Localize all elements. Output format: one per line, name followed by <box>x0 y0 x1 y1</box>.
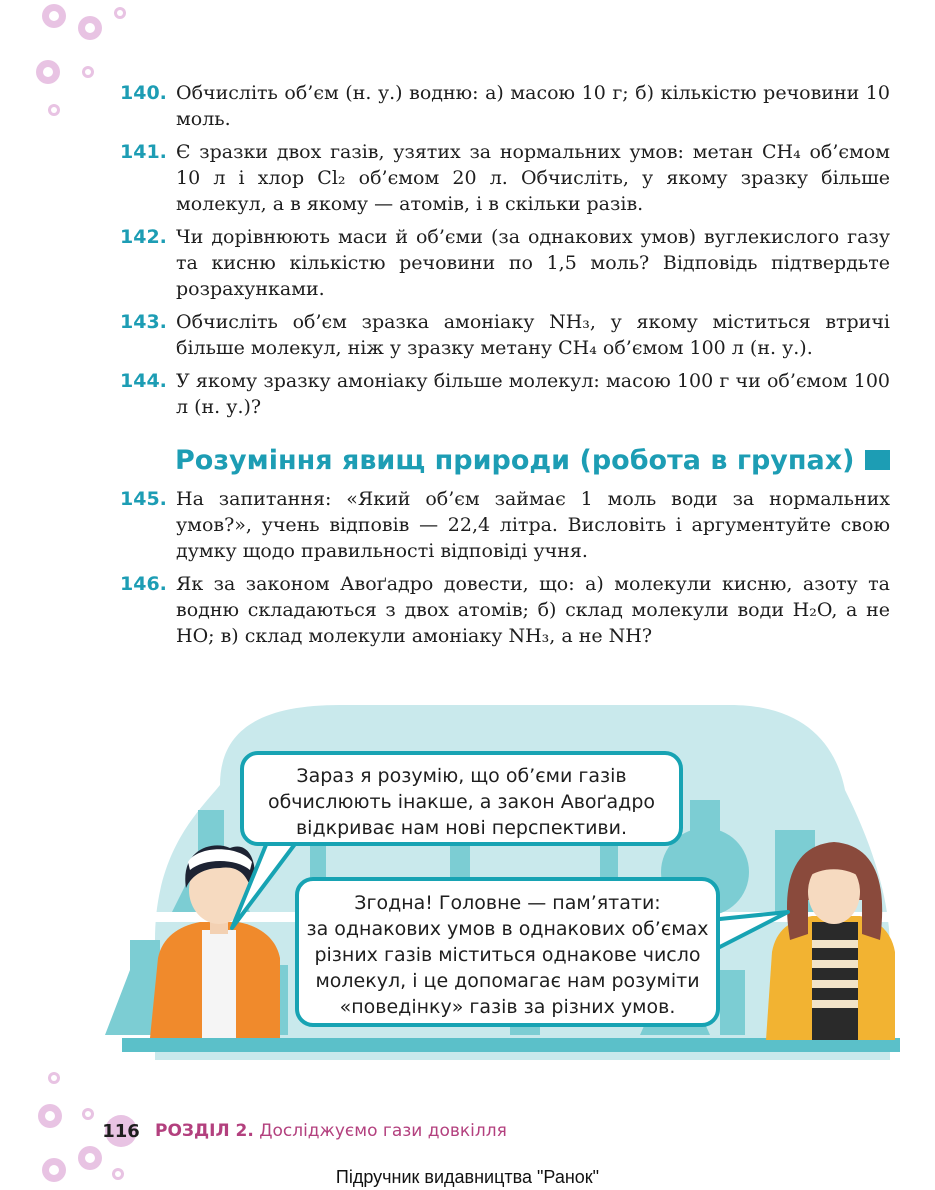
problem-item <box>120 80 890 132</box>
problem-text: Обчисліть об’єм зразка амоніаку NH₃, у якому міститься втричі більше молекул, ніж у зразку метану CH₄ об’ємом 100 л (н. у.). <box>176 311 890 359</box>
section-title: Розуміння явищ природи (робота в групах) <box>175 444 855 476</box>
problem-text: Обчисліть об’єм (н. у.) водню: а) масою 10 г; б) кількістю речовини 10 моль. <box>176 82 890 130</box>
dialogue-illustration <box>100 690 900 1065</box>
speech-line: Згодна! Головне — пам’ятати: <box>354 892 661 914</box>
problem-number: 140. <box>120 82 167 104</box>
problem-number: 146. <box>120 573 167 595</box>
problem-text: Як за законом Авоґадро довести, що: а) молекули кисню, азоту та водню складаються з двох атомів; б) склад молекули води H₂O, а не HO; в) склад молекули амоніаку NH₃, а не NH? <box>176 573 890 647</box>
decor-circle <box>114 7 126 19</box>
chapter-title <box>155 1121 507 1141</box>
problem-item <box>120 368 890 420</box>
decor-circle <box>38 1104 62 1128</box>
heading-bar <box>865 450 890 470</box>
speech-line: «поведінку» газів за різних умов. <box>339 996 676 1018</box>
problem-item <box>120 139 890 217</box>
page-number: 116 <box>105 1115 137 1147</box>
problem-number: 142. <box>120 226 167 248</box>
publisher-note: Підручник видавництва "Ранок" <box>335 1167 600 1187</box>
problem-number: 141. <box>120 141 167 163</box>
decor-circle <box>48 104 60 116</box>
decor-circle <box>36 60 60 84</box>
section-heading <box>175 440 890 480</box>
problem-number: 145. <box>120 488 167 510</box>
girl-speech-bubble <box>295 877 720 1027</box>
speech-line: Зараз я розумію, що об’єми газів <box>296 765 627 787</box>
boy-speech-bubble <box>240 751 683 846</box>
speech-line: різних газів міститься однакове число <box>314 944 701 966</box>
problem-item <box>120 571 890 649</box>
chapter-label: РОЗДІЛ 2. <box>155 1121 254 1141</box>
problem-number: 143. <box>120 311 167 333</box>
chapter-name: Досліджуємо гази довкілля <box>259 1121 507 1141</box>
problem-text: У якому зразку амоніаку більше молекул: масою 100 г чи об’ємом 100 л (н. у.)? <box>176 370 890 418</box>
problem-item <box>120 224 890 302</box>
page-footer <box>102 1116 507 1146</box>
speech-line: за однакових умов в однакових об’ємах <box>306 918 709 940</box>
decor-circle <box>82 66 94 78</box>
problem-list <box>120 80 890 427</box>
speech-line: відкриває нам нові перспективи. <box>295 817 627 839</box>
problem-item <box>120 309 890 361</box>
problem-text: Є зразки двох газів, узятих за нормальних умов: метан CH₄ об’ємом 10 л і хлор Cl₂ об’ємом 20 л. Обчисліть, у якому зразку більше молекул, а в якому — атомів, і в скільки разів. <box>176 141 890 215</box>
decor-circle <box>82 1108 94 1120</box>
problem-item <box>120 486 890 564</box>
decor-circle <box>78 16 102 40</box>
problem-text: На запитання: «Який об’єм займає 1 моль води за нормальних умов?», учень відповів — 22,4 літра. Висловіть і аргументуйте свою думку щодо правильності відповіді учня. <box>176 488 890 562</box>
speech-line: молекул, і це допомагає нам розуміти <box>315 970 700 992</box>
group-problem-list <box>120 486 890 656</box>
speech-line: обчислюють інакше, а закон Авоґадро <box>267 791 656 813</box>
decor-circle <box>42 4 66 28</box>
problem-number: 144. <box>120 370 167 392</box>
problem-text: Чи дорівнюють маси й об’єми (за однакових умов) вуглекислого газу та кисню кількістю речовини по 1,5 моль? Відповідь підтвердьте розрахунками. <box>176 226 890 300</box>
decor-circle <box>48 1072 60 1084</box>
